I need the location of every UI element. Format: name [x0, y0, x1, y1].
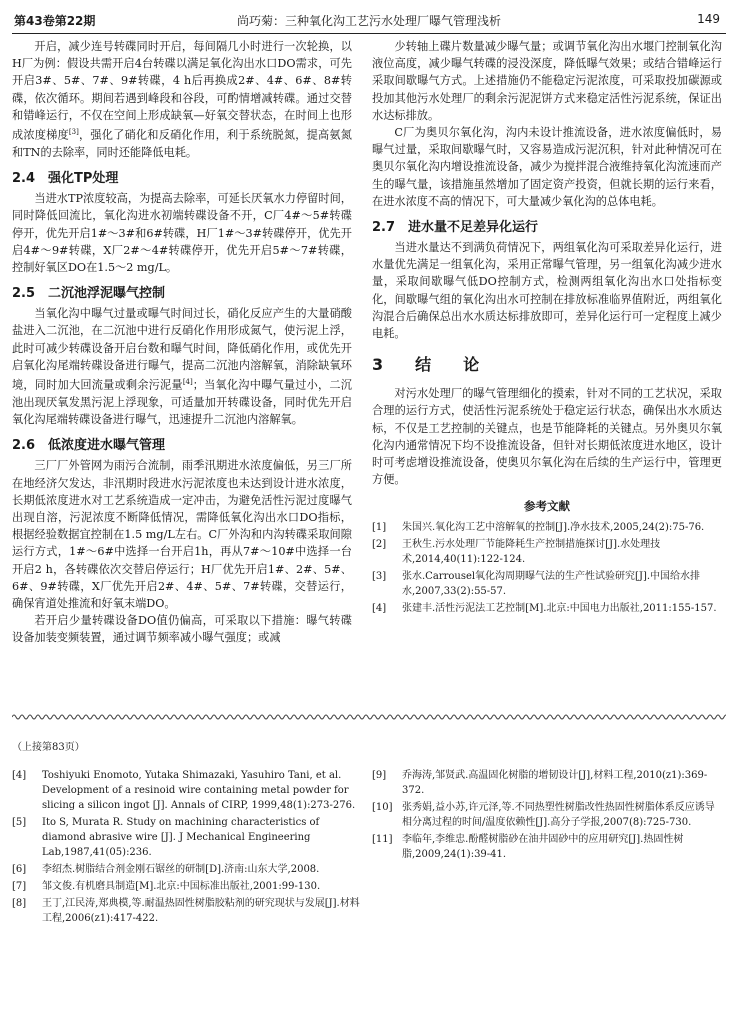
paragraph: 当进水TP浓度较高，为提高去除率，可延长厌氧水力停留时间，同时降低回流比，氧化沟进水初端转碟设备不开，C厂4#～5#转碟停开，优先开启1#～3#和6#转碟，H厂1#～3#转碟停开，优先开启4#～9#转碟，X厂2#～4#转碟停开，优先开启5#～7#转碟，控制好氧区DO在1.5～2 mg/L。: [12, 192, 352, 274]
paragraph: 当氧化沟中曝气过量或曝气时间过长，硝化反应产生的大量硝酸盐进入二沉池，在二沉池中进行反硝化作用形成氮气，使污泥上浮，此时可减少转碟设备开启台数和曝气时间，降低硝化作用，或优先开启氧化沟尾端转碟设备进行曝气，提高二沉池内溶解氧，消除缺氧环境，同时加大回流量或剩余污泥量[4]；当氧化沟中曝气量过小，二沉池出现厌氧发黑污泥上浮现象，可适量加开转碟设备，同时优先开启氧化沟尾端转碟设备进行曝气，迅速提升二沉池内溶解氧。: [12, 307, 352, 427]
paragraph: 当进水量达不到满负荷情况下，两组氧化沟可采取差异化运行，进水量优先满足一组氧化沟，采用正常曝气管理，另一组氧化沟减少进水量，采取间歇曝气低DO控制方式，检测两组氧化沟出水口处指标变化，间歇曝气组的氧化沟出水可控制在排放标准临界值附近，两组氧化沟混合后确保总出水水质达标排放即可，差异化运行可一定程度上减少电耗。: [372, 241, 722, 341]
paragraph: 开启，减少连号转碟同时开启，每间隔几小时进行一次轮换，以H厂为例：假设共需开启4台转碟以满足氧化沟出水口DO需求，可先开启3#、5#、7#、9#转碟，4 h后再换成2#、4#、6#、8#转碟，依次循环。期间若遇到峰段和谷段，可酌情增减转碟。通过交替和错峰运行，不仅在空间上形成缺氧—好氧交替状态，在时间上也形成浓度梯度[3]，强化了硝化和反硝化作用，利于系统脱氮，提高氨氮和TN的去除率，同时还能降低电耗。: [12, 40, 352, 159]
reference-item: [2] 王秋生.污水处理厂节能降耗生产控制措施探讨[J].水处理技术,2014,40(11):122-124.: [372, 539, 661, 566]
reference-list: [372, 520, 722, 616]
bottom-left-references: [12, 768, 362, 928]
reference-item: [8] 王丁,江民涛,郑典模,等.耐温热固性树脂胶粘剂的研究现状与发展[J].材料工程,2006(z1):417-422.: [12, 898, 360, 924]
paragraph: C厂为奥贝尔氧化沟，沟内未设计推流设备，进水浓度偏低时，易曝气过量，采取间歇曝气时，又容易造成污泥沉积，针对此种情况可在奥贝尔氧化沟内增设推流设备，减少为搅拌混合液维持氧化沟流速而产生的曝气量，该措施虽然增加了固定资产投资，但就长期的运行来看，在进水浓度不高的情况下，可大量减少氧化沟的总体电耗。: [372, 126, 722, 208]
reference-item: [9] 乔海涛,邹贤武.高温固化树脂的增韧设计[J],材料工程,2010(z1):369-372.: [372, 770, 708, 796]
section-heading-2-7: 2.7 进水量不足差异化运行: [372, 220, 539, 236]
decorative-wave-divider: [12, 712, 726, 722]
paragraph: 少转轴上碟片数量减少曝气量；或调节氧化沟出水堰门控制氧化沟液位高度，减少曝气转碟的浸没深度，降低曝气效果；或结合错峰运行采取间歇曝气方式。上述措施仍不能稳定污泥浓度，可采取投加碳源或投加其他污水处理厂的剩余污泥泥饼方式来稳定活性污泥系统，保证出水达标排放。: [372, 40, 722, 122]
reference-item: [4] Toshiyuki Enomoto, Yutaka Shimazaki, Yasuhiro Tani, et al. Development of a resinoid wire containing metal powder for slicing a silicon ingot [J]. Annals of CIRP, 1999,48(1):273-276.: [12, 770, 356, 811]
references-heading: 参考文献: [524, 499, 570, 514]
reference-list: [372, 768, 722, 862]
bottom-right-references: [372, 768, 722, 864]
header-rule: [12, 33, 726, 34]
reference-item: [1] 朱国兴.氧化沟工艺中溶解氧的控制[J].净水技术,2005,24(2):75-76.: [372, 522, 705, 534]
continued-note: （上接第83页）: [12, 742, 85, 753]
section-heading-3: 3 结 论: [372, 355, 488, 375]
section-heading-2-4: 2.4 强化TP处理: [12, 171, 119, 187]
running-title: 尚巧菊：三种氧化沟工艺污水处理厂曝气管理浅析: [236, 14, 501, 28]
reference-item: [3] 张水.Carrousel氧化沟周期曝气法的生产性试验研究[J].中国给水排水,2007,33(2):55-57.: [372, 571, 701, 598]
paragraph: 对污水处理厂的曝气管理细化的摸索，针对不同的工艺状况，采取合理的运行方式，使活性污泥系统处于稳定运行状态，确保出水水质达标，不仅是工艺控制的关键点，也是节能降耗的关键点。另外奥贝尔氧化沟内通常情况下均不设推流设备，但针对长期低浓度进水地区，设计时可考虑增设推流设备，使奥贝尔氧化沟在后续的生产运行中，管理更方便。: [372, 387, 722, 487]
reference-item: [5] Ito S, Murata R. Study on machining characteristics of diamond abrasive wire [J]. J Mechanical Engineering Lab,1987,41(05):236.: [12, 817, 320, 858]
section-heading-2-5: 2.5 二沉池浮泥曝气控制: [12, 286, 166, 302]
section-heading-2-6: 2.6 低浓度进水曝气管理: [12, 438, 166, 454]
reference-item: [6] 李绍杰.树脂结合剂金刚石锯丝的研制[D].济南:山东大学,2008.: [12, 864, 320, 875]
reference-item: [10] 张秀娟,益小苏,许元泽,等.不同热塑性树脂改性热固性树脂体系反应诱导相分离过程的时间/温度依赖性[J].高分子学报,2007(8):725-730.: [372, 802, 715, 828]
paragraph: 三厂厂外管网为雨污合流制，雨季汛期进水浓度偏低，另三厂所在地经济欠发达，非汛期时段进水污泥浓度也未达到设计进水浓度，长期低浓度进水对工艺系统造成一定冲击，为避免活性污泥过度曝气出现自溶，污泥浓度不断降低情况，需降低氧化沟出水口DO指标，根据经验数据宜控制在1.5 mg/L左右。C厂外沟和内沟转碟采取间隙运行方式，1#～6#中选择一台开启1h，再从7#～10#中选择一台开启2 h，各转碟依次交替启停运行；H厂优先开启1#、2#、5#、6#、9#转碟，X厂优先开启2#、4#、5#、7#转碟，交替运行，确保宵道处推流和好氧末端DO。: [12, 459, 352, 610]
journal-volume: 第43卷第22期: [14, 14, 96, 28]
left-column: [12, 38, 352, 647]
running-header: [14, 8, 724, 32]
reference-item: [4] 张建丰.活性污泥法工艺控制[M].北京:中国电力出版社,2011:155-157.: [372, 603, 717, 615]
reference-item: [7] 邹文俊.有机磨具制造[M].北京:中国标准出版社,2001:99-130.: [12, 881, 321, 892]
reference-item: [11] 李临年,李维忠.酚醛树脂砂在油井固砂中的应用研究[J].热固性树脂,2009,24(1):39-41.: [372, 834, 684, 860]
reference-list: [12, 768, 362, 926]
paragraph: 若开启少量转碟设备DO值仍偏高，可采取以下措施：曝气转碟设备加装变频装置，通过调节频率减小曝气强度；或减: [12, 614, 352, 645]
right-column: [372, 38, 722, 618]
page-number: 149: [697, 12, 720, 26]
